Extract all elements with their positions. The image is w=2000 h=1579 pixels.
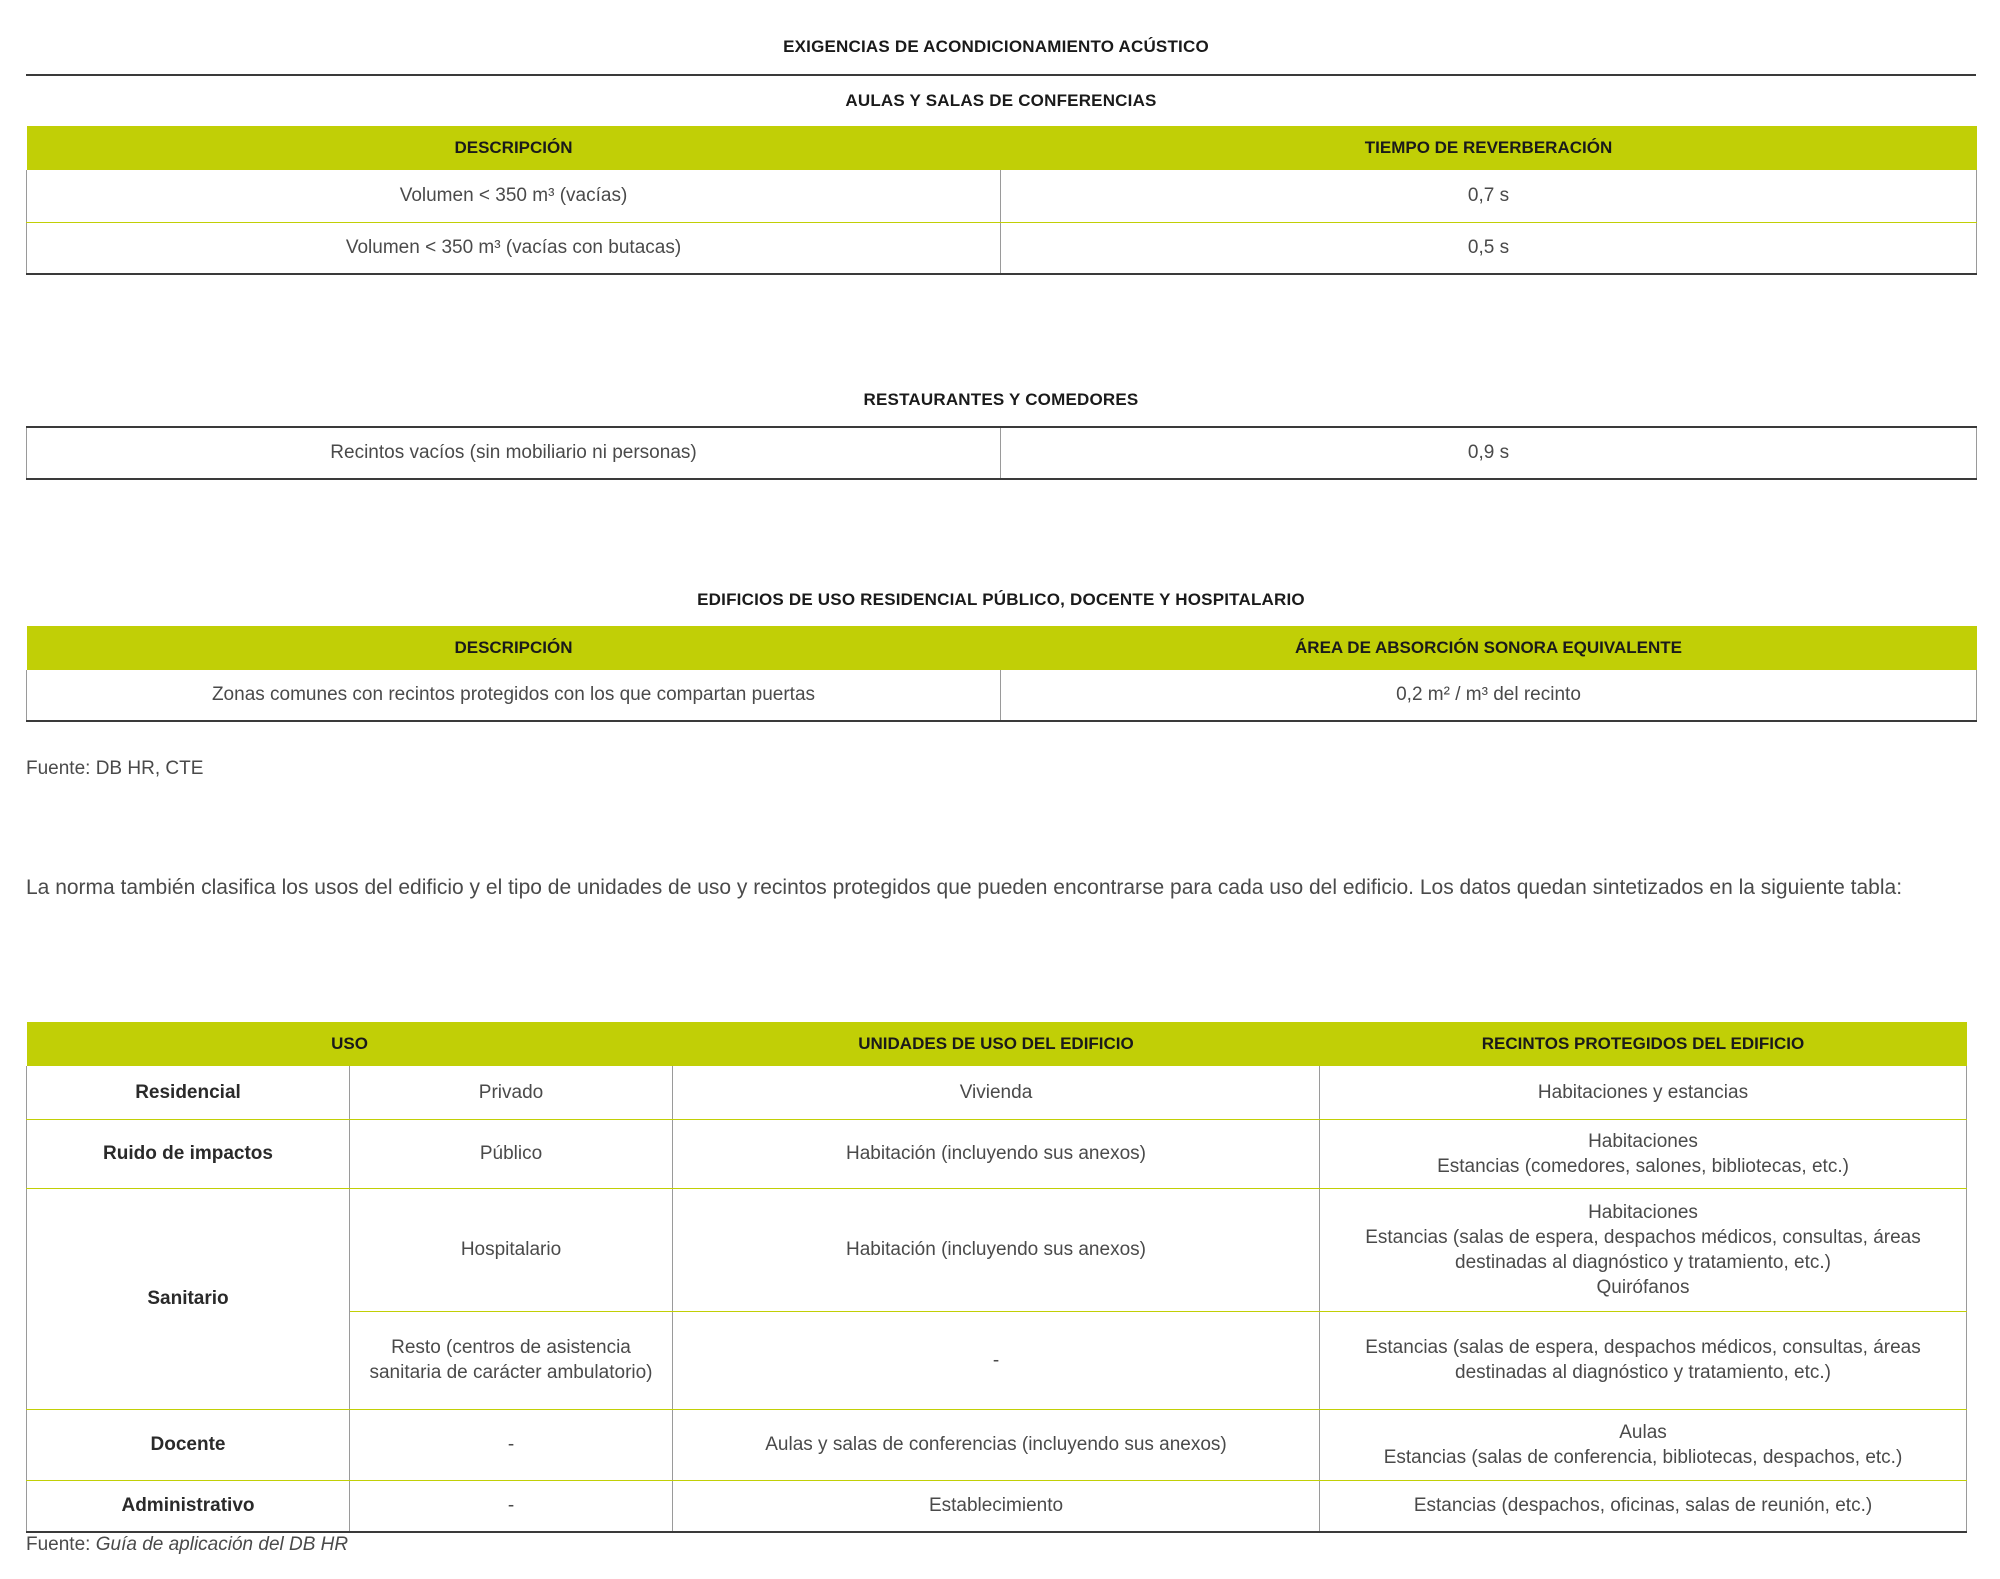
aulas-col-description: DESCRIPCIÓN [27,126,1001,170]
restaurantes-section [26,386,1976,480]
uso-residencial: Residencial [27,1066,350,1119]
table-row [27,1066,1967,1119]
aulas-row-1-desc: Volumen < 350 m³ (vacías) [27,170,1001,222]
unidad-docente: Aulas y salas de conferencias (incluyendo sus anexos) [673,1409,1320,1480]
recintos-line: Habitaciones [1588,1130,1698,1152]
edificios-section [26,586,1976,722]
recintos-line: destinadas al diagnóstico y tratamiento, etc.) [1455,1362,1831,1383]
usos-col-unidades: UNIDADES DE USO DEL EDIFICIO [673,1022,1320,1066]
recintos-line: Estancias (salas de espera, despachos médicos, consultas, áreas [1365,1337,1921,1358]
recintos-line: Estancias (salas de conferencia, bibliotecas, despachos, etc.) [1383,1446,1903,1468]
source-note-2-prefix: Fuente: [26,1534,96,1555]
uso-administrativo: Administrativo [27,1480,350,1532]
unidad-resto: - [673,1311,1320,1409]
tipo-line: Resto (centros de asistencia [391,1337,631,1358]
restaurantes-table [26,426,1977,480]
tipo-docente: - [350,1409,673,1480]
recintos-line: destinadas al diagnóstico y tratamiento, etc.) [1455,1251,1831,1273]
aulas-table [26,126,1977,275]
table-row [27,1188,1967,1311]
aulas-col-reverberation: TIEMPO DE REVERBERACIÓN [1001,126,1977,170]
recintos-line: Quirófanos [1596,1276,1690,1298]
restaurantes-heading: RESTAURANTES Y COMEDORES [863,390,1139,409]
recintos-resto [1320,1311,1967,1409]
aulas-row-1-value: 0,7 s [1001,170,1977,222]
usos-col-recintos: RECINTOS PROTEGIDOS DEL EDIFICIO [1320,1022,1967,1066]
edificios-col-description: DESCRIPCIÓN [27,626,1001,670]
usos-col-uso: USO [27,1022,673,1066]
aulas-section [26,86,1976,275]
aulas-heading: AULAS Y SALAS DE CONFERENCIAS [845,91,1157,110]
edificios-heading: EDIFICIOS DE USO RESIDENCIAL PÚBLICO, DOCENTE Y HOSPITALARIO [697,590,1305,609]
tipo-hospitalario: Hospitalario [350,1188,673,1311]
source-note-1: Fuente: DB HR, CTE [26,758,204,779]
uso-ruido: Ruido de impactos [27,1119,350,1188]
usos-table [26,1022,1967,1533]
recintos-docente [1320,1409,1967,1480]
recintos-line: Estancias (comedores, salones, bibliotecas, etc.) [1437,1155,1849,1177]
main-title: EXIGENCIAS DE ACONDICIONAMIENTO ACÚSTICO [783,37,1209,56]
intro-paragraph: La norma también clasifica los usos del edificio y el tipo de unidades de uso y recintos protegidos que pueden encontrarse para cada uso del edificio. Los datos quedan sintetizados en la siguiente tabla: [26,876,1903,899]
recintos-ruido [1320,1119,1967,1188]
aulas-row-2-desc: Volumen < 350 m³ (vacías con butacas) [27,222,1001,274]
table-row [27,1409,1967,1480]
restaurantes-row-value: 0,9 s [1001,427,1977,479]
recintos-hospitalario [1320,1188,1967,1311]
edificios-row-desc: Zonas comunes con recintos protegidos con los que compartan puertas [27,670,1001,721]
table-row [27,170,1977,222]
main-title-block [26,34,1976,76]
restaurantes-row-desc: Recintos vacíos (sin mobiliario ni personas) [27,427,1001,479]
tipo-line: sanitaria de carácter ambulatorio) [369,1362,653,1383]
recintos-administrativo: Estancias (despachos, oficinas, salas de reunión, etc.) [1320,1480,1967,1532]
tipo-administrativo: - [350,1480,673,1532]
tipo-ruido: Público [350,1119,673,1188]
recintos-residencial: Habitaciones y estancias [1320,1066,1967,1119]
table-row [27,1480,1967,1532]
uso-docente: Docente [27,1409,350,1480]
source-note-2-title: Guía de aplicación del DB HR [95,1534,349,1555]
table-row [27,670,1977,721]
recintos-line: Habitaciones [1588,1201,1698,1223]
uso-sanitario: Sanitario [27,1188,350,1409]
source-note-2 [26,1534,348,1556]
unidad-administrativo: Establecimiento [673,1480,1320,1532]
edificios-row-value: 0,2 m² / m³ del recinto [1001,670,1977,721]
unidad-ruido: Habitación (incluyendo sus anexos) [673,1119,1320,1188]
table-row [27,222,1977,274]
table-row [27,427,1977,479]
unidad-hospitalario: Habitación (incluyendo sus anexos) [673,1188,1320,1311]
table-row [27,1119,1967,1188]
unidad-residencial: Vivienda [673,1066,1320,1119]
usos-section [26,1022,1966,1533]
edificios-table [26,626,1977,722]
tipo-resto [350,1311,673,1409]
edificios-col-absorption: ÁREA DE ABSORCIÓN SONORA EQUIVALENTE [1001,626,1977,670]
aulas-row-2-value: 0,5 s [1001,222,1977,274]
tipo-residencial: Privado [350,1066,673,1119]
recintos-line: Aulas [1619,1421,1667,1443]
recintos-line: Estancias (salas de espera, despachos médicos, consultas, áreas [1365,1226,1921,1248]
